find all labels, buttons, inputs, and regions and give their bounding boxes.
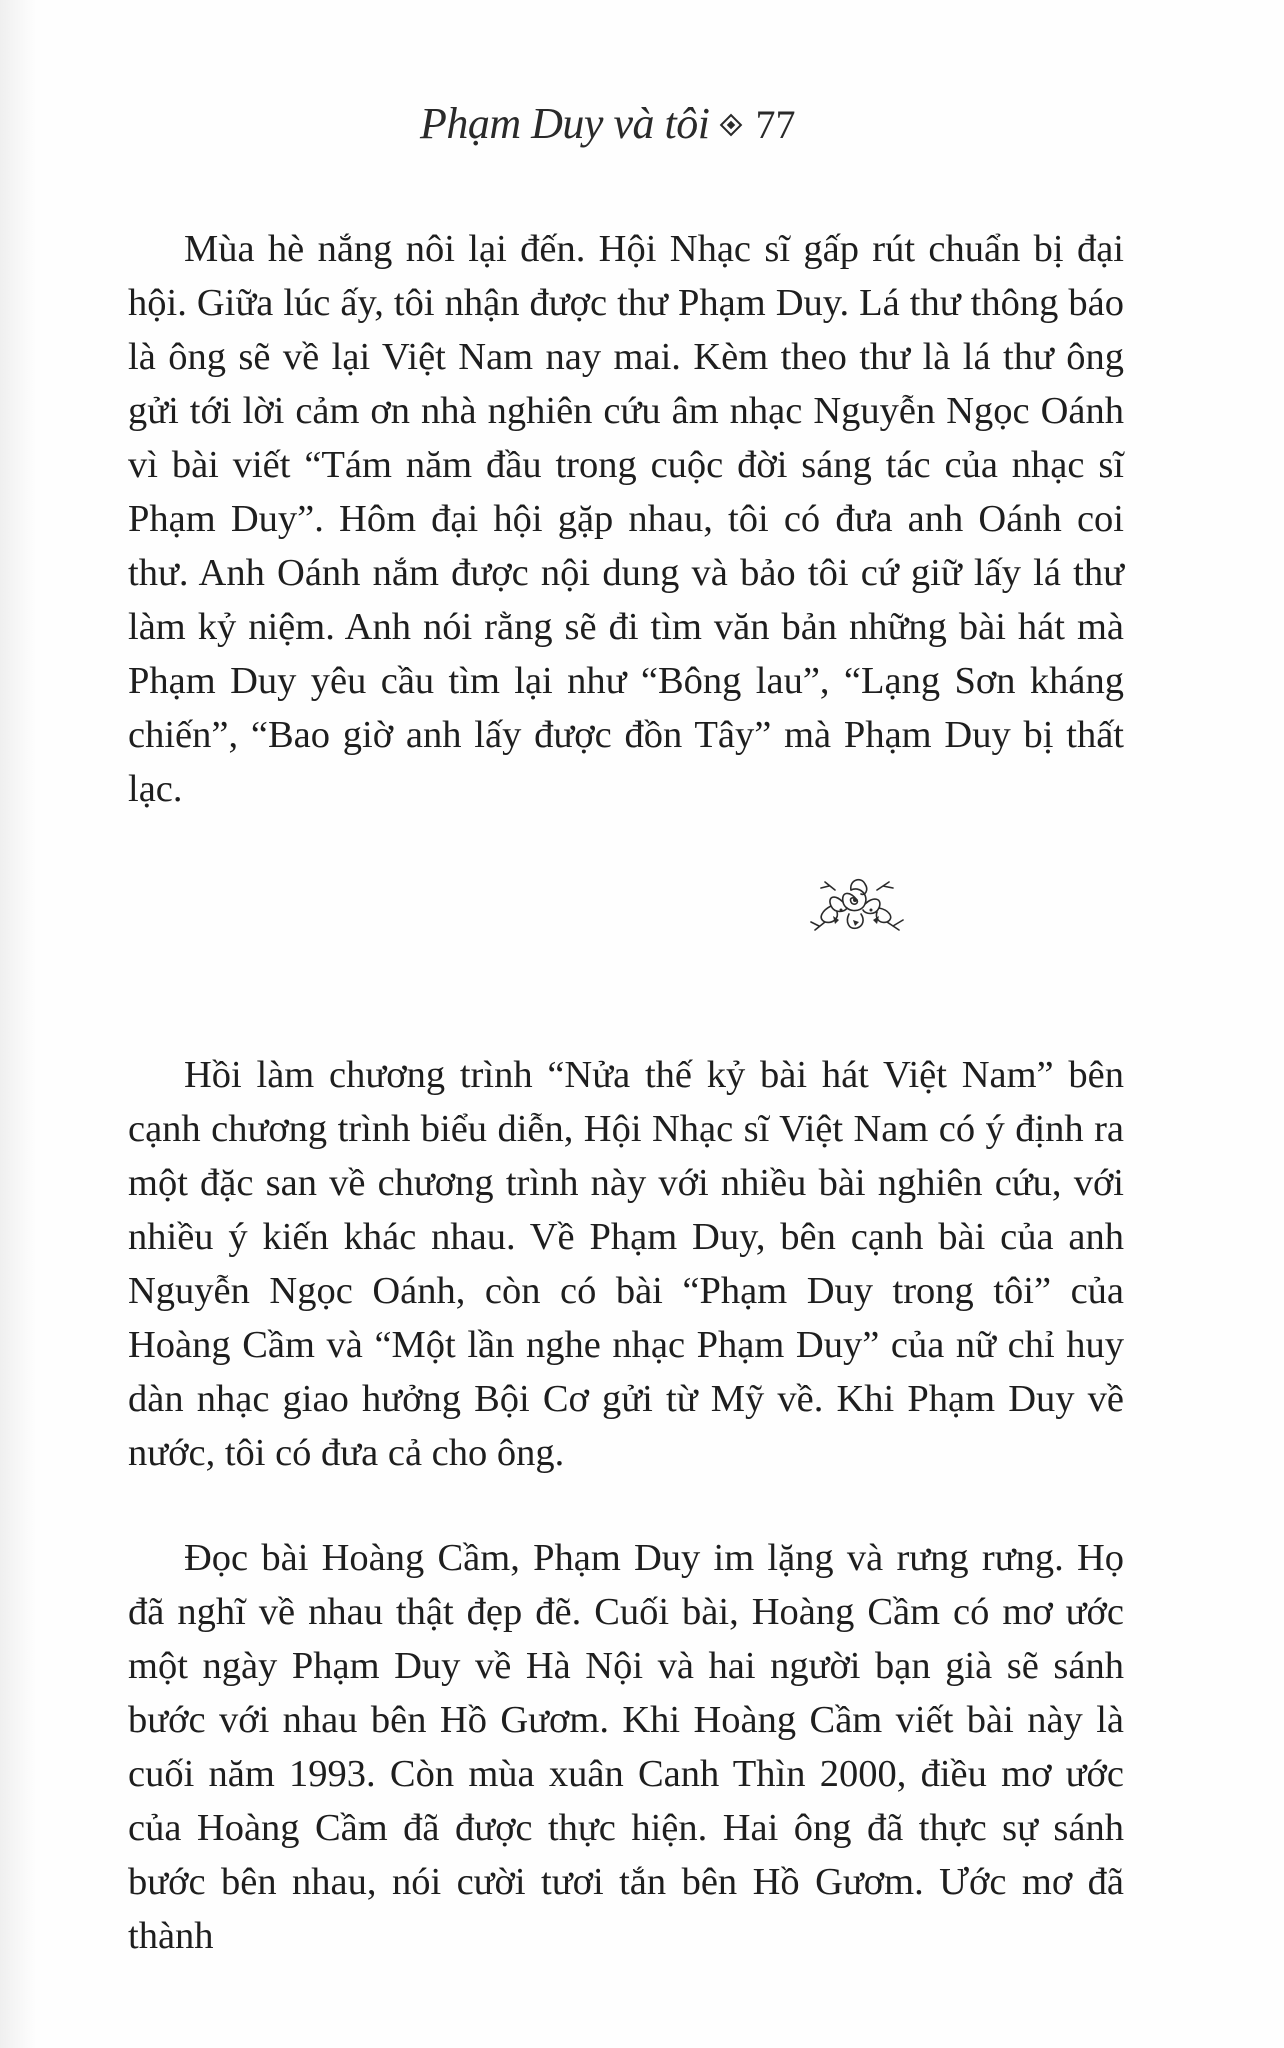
diamond-separator-icon [720, 114, 743, 137]
page-edge-shadow [0, 0, 36, 2048]
running-header [420, 98, 880, 178]
body-paragraph-1: Mùa hè nắng nôi lại đến. Hội Nhạc sĩ gấp rút chuẩn bị đại hội. Giữa lúc ấy, tôi nhận được thư Phạm Duy. Lá thư thông báo là ông sẽ về lại Việt Nam nay mai. Kèm theo thư là lá thư ông gửi tới lời cảm ơn nhà nghiên cứu âm nhạc Nguyễn Ngọc Oánh vì bài viết “Tám năm đầu trong cuộc đời sáng tác của nhạc sĩ Phạm Duy”. Hôm đại hội gặp nhau, tôi có đưa anh Oánh coi thư. Anh Oánh nắm được nội dung và bảo tôi cứ giữ lấy lá thư làm kỷ niệm. Anh nói rằng sẽ đi tìm văn bản những bài hát mà Phạm Duy yêu cầu tìm lại như “Bông lau”, “Lạng Sơn kháng chiến”, “Bao giờ anh lấy được đồn Tây” mà Phạm Duy bị thất lạc. [128, 228, 1124, 810]
body-paragraph-2: Hồi làm chương trình “Nửa thế kỷ bài hát Việt Nam” bên cạnh chương trình biểu diễn, Hội Nhạc sĩ Việt Nam có ý định ra một đặc san về chương trình này với nhiều bài nghiên cứu, với nhiều ý kiến khác nhau. Về Phạm Duy, bên cạnh bài của anh Nguyễn Ngọc Oánh, còn có bài “Phạm Duy trong tôi” của Hoàng Cầm và “Một lần nghe nhạc Phạm Duy” của nữ chỉ huy dàn nhạc giao hưởng Bội Cơ gửi từ Mỹ về. Khi Phạm Duy về nước, tôi có đưa cả cho ông. [128, 1054, 1124, 1474]
body-paragraph-3: Đọc bài Hoàng Cầm, Phạm Duy im lặng và rưng rưng. Họ đã nghĩ về nhau thật đẹp đẽ. Cuối bài, Hoàng Cầm có mơ ước một ngày Phạm Duy về Hà Nội và hai người bạn già sẽ sánh bước với nhau bên Hồ Gươm. Khi Hoàng Cầm viết bài này là cuối năm 1993. Còn mùa xuân Canh Thìn 2000, điều mơ ước của Hoàng Cầm đã được thực hiện. Hai ông đã thực sự sánh bước bên nhau, nói cười tươi tắn bên Hồ Gươm. Ước mơ đã thành [128, 1537, 1124, 1957]
rose-flower-ornament-icon [805, 860, 909, 940]
running-header-title: Phạm Duy và tôi [420, 99, 710, 148]
page-number: 77 [755, 102, 796, 147]
